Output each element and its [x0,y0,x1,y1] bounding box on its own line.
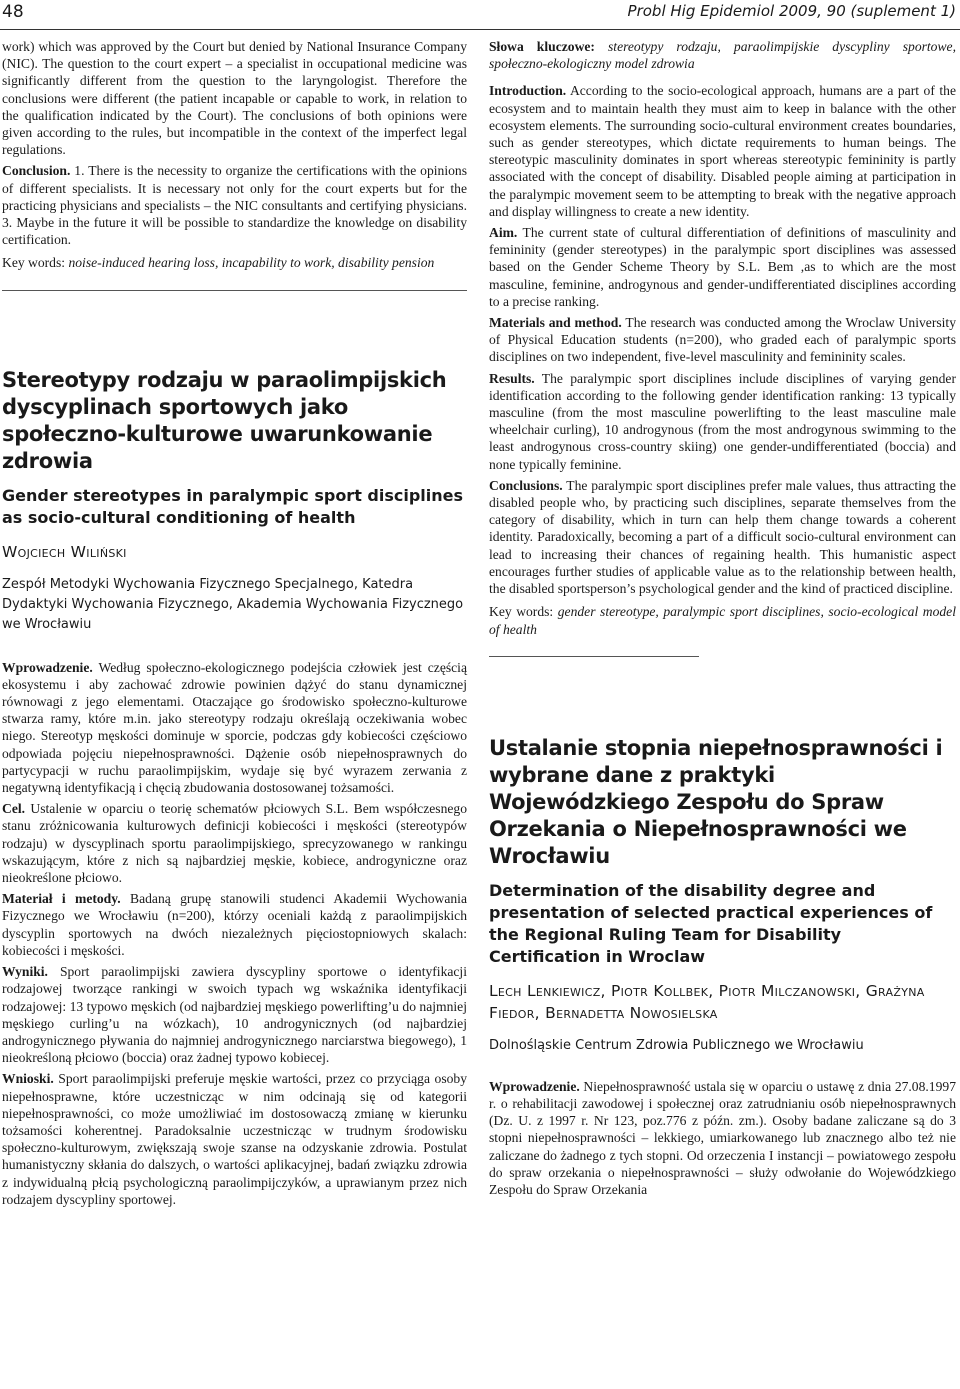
conclusion-paragraph [2,162,467,248]
article-title-en: Determination of the disability degree and presentation of selected practical experiences of the Regional Ruling Team for Disability Certification in Wroclaw [489,880,933,966]
section-materials [489,314,956,366]
section-text: Badaną grupę stanowili studenci Akademii Wychowania Fizycznego we Wrocławiu (n=200), którzy oceniali każdą z paraolimpijskich dyscyplin sportowych na dwóch niezależnych pięciostopniowych skalach: kobiecości i męskości. [2,891,467,958]
article-authors: Lech Lenkiewicz, Piotr Kollbek, Piotr Milczanowski, Grażyna Fiedor, Bernadetta Nowosielska [489,981,925,1022]
section-introduction [489,82,956,220]
right-column [489,38,956,1202]
article-affiliation: Zespół Metodyki Wychowania Fizycznego Specjalnego, Katedra Dydaktyki Wychowania Fizycznego, Akademia Wychowania Fizycznego we Wrocławiu [2,576,464,632]
journal-citation: Probl Hig Epidemiol 2009, 90 (suplement 1) [627,2,956,20]
section-text: Ustalenie w oparciu o teorię schematów płciowych S.L. Bem współczesnego stanu zróżnicowania kulturowych definicji kobiecości i męskości (stereotypów rodzaju) w dyscyplinach sportu paraolimpijskiego, sprecyzowanego w rankingu wskazującym, które z nich są najbardziej męskie, kobiece, androgyniczne oraz nieokreślone płciowo. [2,801,467,886]
left-column [2,38,467,1212]
article-author: Wojciech Wiliński [2,542,127,561]
section-label: Introduction. [489,83,567,99]
section-text: According to the socio-ecological approach, humans are a part of the ecosystem and to maintain health they must aim to keep in balance with the other ecosystem elements. The surrounding socio-cultural environment creates boundaries, such as gender stereotypes, which dictate requirements to human beings. The stereotypic masculinity dominates in sport whereas stereotypic femininity is partly associated with the concept of disability. Disabled people aiming at participation in the paralympic movement seem to be attempting to break with the negative approach and display willingness to create a new identity. [489,83,956,219]
section-label: Results. [489,370,535,386]
keywords-label: Key words: [2,255,66,271]
keywords-text: gender stereotype, paralympic sport disciplines, socio-ecological model of health [489,604,956,637]
article-title-pl: Ustalanie stopnia niepełnosprawności i wybrane dane z praktyki Wojewódzkiego Zespołu do Spraw Orzekania o Niepełnosprawności we Wrocławiu [489,735,943,868]
keywords-paragraph-right [489,603,956,637]
section-text: Niepełnosprawność ustala się w oparciu o ustawę z dnia 27.08.1997 r. o rehabilitacji zawodowej i społecznej oraz zatrudnianiu osób niepełnosprawnych (Dz. U. z 1997 r. Nr 123, poz.776 z późn. zm.). Osoby badane zaliczane są do 3 stopni niepełnosprawności – lekkiego, umiarkowanego lub znacznego albo też nie zaliczane do żadnego z tych stopni. Od orzeczenia I instancji – powiatowego zespołu do spraw orzekania o niepełnosprawności – służy odwołanie do Wojewódzkiego Zespołu do Spraw Orzekania [489,1078,956,1197]
slowa-text: stereotypy rodzaju, paraolimpijskie dyscypliny sportowe, społeczno-ekologiczny model zdrowia [489,39,956,72]
keywords-label: Key words: [489,604,554,620]
section-label: Aim. [489,225,518,241]
article-title-en: Gender stereotypes in paralympic sport disciplines as socio-cultural conditioning of health [2,485,464,527]
section-cel [2,800,467,886]
page-header [0,0,960,30]
section-material [2,890,467,959]
section-label: Cel. [2,801,26,817]
section-text: The paralympic sport disciplines prefer male values, thus attracting the disabled people who, by practicing such disciplines, separate themselves from the category of disability, which in turn can help them change towards a coherent identity. Paradoxically, becoming a part of a difficult socio-cultural environment can lead to increasing their chances of regaining health. This humanistic aspect encourages further studies of applicable value as to the relationship between health, the disabled sportsperson’s psychological gender and the kind of practiced discipline. [489,477,956,597]
section-label: Conclusions. [489,477,563,493]
article-affiliation: Dolnośląskie Centrum Zdrowia Publicznego we Wrocławiu [489,1037,864,1053]
page-number: 48 [2,2,24,22]
section-results [489,370,956,473]
section-conclusions [489,477,956,597]
keywords-text: noise-induced hearing loss, incapability to work, disability pension [65,255,435,271]
section-wnioski [2,1070,467,1208]
section-text: Według społeczno-ekologicznego podejścia człowiek jest częścią ekosystemu i aby zachować zdrowie powinien dążyć do stanu dynamicznej równowagi z jego elementami. Otaczające go środowisko społeczno-kulturowe stwarza ramy, które m.in. jako stereotypy rodzaju określają oczekiwania wobec niego. Stereotyp męskości dominuje w sporcie, podczas gdy kobiecości częściowo odpowiada pojęciu niepełnosprawności. Dążenie osób niepełnosprawnych do partycypacji w ruchu paraolimpijskim, wydaje się być wyrazem zerwania z negatywną identyfikacją i chęcią zbudowania dostosowanej tożsamości. [2,659,467,796]
section-label: Wyniki. [2,964,48,980]
section-wprowadzenie [2,659,467,797]
spacer [2,291,467,367]
section-label: Wnioski. [2,1071,54,1087]
header-rule [0,29,960,30]
section-label: Wprowadzenie. [2,659,93,675]
spacer [489,657,956,735]
section-text: The current state of cultural differentiation of definitions of masculinity and femininity (gender stereotypes) in the paralympic sport disciplines was assessed based on the Gender Scheme Theory by S.L. Bem ,as to which are the most masculine, feminine, androgynous and gender-undifferentiated disciplines according to a precise ranking. [489,225,956,309]
section-label: Materials and method. [489,315,622,331]
section-text: The research was conducted among the Wroclaw University of Physical Education students (n=200), who graded each of paralympic sports disciplines on two independent, five-level masculinity and femininity scales. [489,315,956,365]
slowa-label: Słowa kluczowe: [489,39,595,54]
section-aim [489,224,956,310]
section-text: The paralympic sport disciplines include disciplines of varying gender identification according to the following gender identification ranking: 13 typically masculine (from the most masculine powerlifting to the least masculine male wheelchair curling), 10 androgynous (from the most androgynous swimming to the least androgynous cross-country skiing) one gender-undifferentiated (boccia) and none typically feminine. [489,370,956,472]
section-label: Wprowadzenie. [489,1078,580,1094]
conclusion-label: Conclusion. [2,163,71,179]
section-wprowadzenie-right [489,1078,956,1198]
continued-paragraph: work) which was approved by the Court but denied by National Insurance Company (NIC). The question to the court expert – a specialist in occupational medicine was significantly different from the question to the laryngologist. Therefore the conclusions were different (the patient incapable or capable to work, in relation to the qualification indicated by the Court). The conclusions of both opinions were given according to the rules, but incompatible in the context of the imperfect legal regulations. [2,39,467,158]
section-text: Sport paraolimpijski preferuje męskie wartości, przez co przyciąga osoby niepełnosprawne, które uczestnicząc w nim odcinają się od kategorii niepełnosprawności, co może umożliwiać im dostosowaczą zmianę w kierunku tożsamości koherentnej. Paradoksalnie uczestnicząc w trudnym środowisku społeczno-kulturowym, zwiększają swoje szanse na odzyskanie zdrowia. Postulat humanistyczny skłania do dalszych, o wartości aplikacyjnej, badań związku zdrowia z indywidualną płcią psychologiczną paraolimpijczyków, a uprawianym przez nich rodzajem dyscypliny sportowej. [2,1071,467,1207]
section-wyniki [2,963,467,1066]
keywords-paragraph [2,254,467,271]
slowa-kluczowe-paragraph [489,38,956,72]
section-label: Materiał i metody. [2,891,121,907]
conclusion-text: 1. There is the necessity to organize the certifications with the opinions of different specialists. It is necessary not only for the court experts but for the practicing physicians and specialists – the NIC consultants and certifying physicians. 3. Maybe in the future it will be possible to standardize the knowledge on disability certification. [2,163,467,248]
article-title-pl: Stereotypy rodzaju w paraolimpijskich dyscyplinach sportowych jako społeczno-kulturowe uwarunkowanie zdrowia [2,367,447,473]
section-text: Sport paraolimpijski zawiera dyscypliny sportowe o identyfikacji rodzajowej tworzące rankingi w swoich typach wg wskaźnika identyfikacji rodzajowej: 13 typowo męskich (od najbardziej męskiego powerlifting’u do najmniej męskiego curling’u na wózkach), 10 androgynicznych (od najbardziej androgynicznego pływania do najmniej androgynicznego narciarstwa biegowego), 1 nieokreśloną płciowo (boccia) oraz żadnej typowo kobiecej. [2,964,467,1066]
